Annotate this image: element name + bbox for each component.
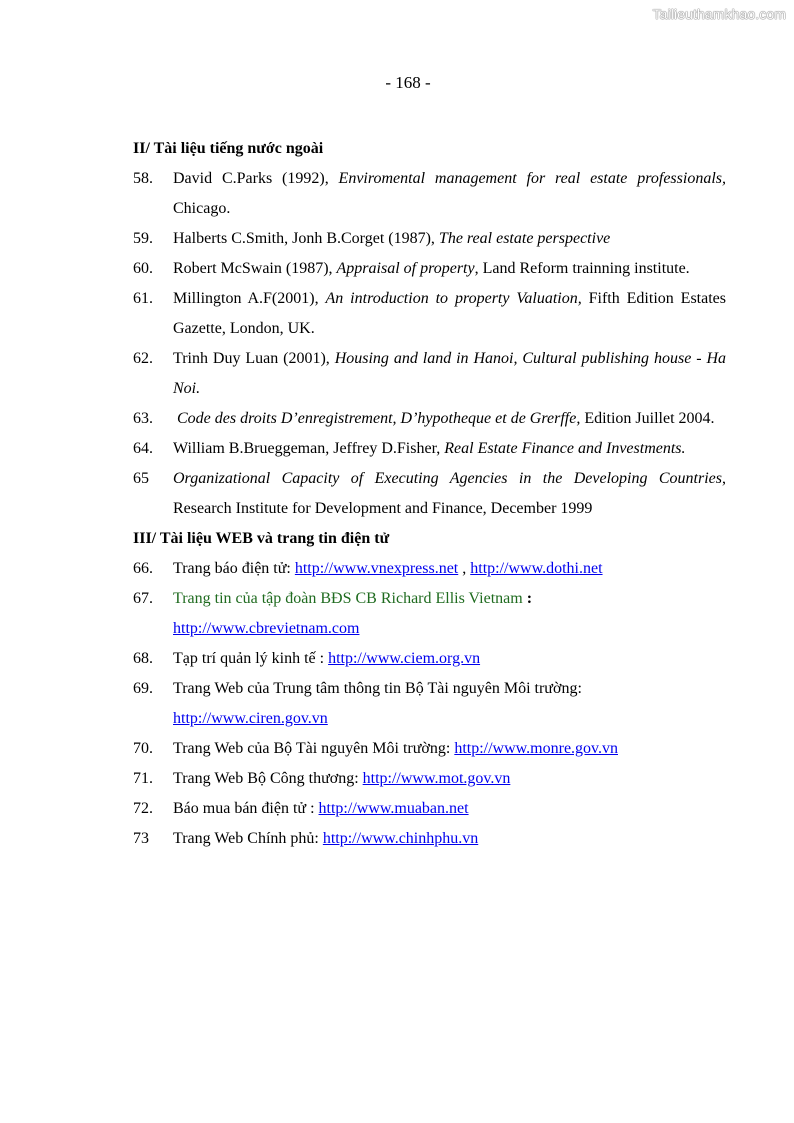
item-text <box>173 644 726 674</box>
item-text <box>173 254 726 284</box>
item-text <box>173 794 726 824</box>
item-label: Trang báo điện tử: <box>173 560 295 577</box>
reference-item-61 <box>133 284 726 344</box>
item-number: 63. <box>133 410 153 427</box>
item-label: Tạp trí quản lý kinh tế : <box>173 650 329 667</box>
item-number: 70. <box>133 740 153 757</box>
item-number: 68. <box>133 650 153 667</box>
section-heading-web: III/ Tài liệu WEB và trang tin điện tử <box>133 530 390 547</box>
monre-link[interactable]: http://www.monre.gov.vn <box>454 740 618 757</box>
item-text <box>173 734 726 764</box>
item-title: Real Estate Finance and Investments. <box>444 440 686 457</box>
item-number: 60. <box>133 260 153 277</box>
item-details: Fifth Edition Estates Gazette, London, UK. <box>173 290 726 337</box>
item-number: 72. <box>133 800 153 817</box>
item-number: 58. <box>133 170 153 187</box>
reference-item-70 <box>133 734 726 764</box>
chinhphu-link[interactable]: http://www.chinhphu.vn <box>322 830 479 847</box>
item-author: William B.Brueggeman, Jeffrey D.Fisher, <box>173 440 445 457</box>
item-number: 66. <box>133 560 153 577</box>
vnexpress-link[interactable]: http://www.vnexpress.net <box>294 560 459 577</box>
item-number: 59. <box>133 230 153 247</box>
reference-item-71 <box>133 764 726 794</box>
reference-item-65 <box>133 464 726 524</box>
item-number: 69. <box>133 680 153 697</box>
reference-item-63 <box>133 404 726 434</box>
item-author: Millington A.F(2001), <box>173 290 326 307</box>
item-details: , Research Institute for Development and Finance, December 1999 <box>173 470 726 517</box>
item-text <box>173 434 726 464</box>
item-title: An introduction to property Valuation, <box>325 290 582 307</box>
reference-item-60 <box>133 254 726 284</box>
item-title: Enviromental management for real estate professionals, <box>338 170 726 187</box>
item-title: The real estate perspective <box>438 230 611 247</box>
item-text <box>173 554 726 584</box>
reference-item-73 <box>133 824 726 854</box>
item-details: Chicago. <box>173 200 231 217</box>
item-text <box>173 164 726 224</box>
watermark: Tailieuthamkhao.com <box>652 6 786 22</box>
item-colon: : <box>522 590 533 607</box>
reference-item-67 <box>133 584 726 644</box>
page-number: - 168 - <box>385 73 431 92</box>
item-text <box>173 344 726 404</box>
item-text <box>173 404 726 434</box>
reference-list <box>133 134 726 854</box>
muaban-link[interactable]: http://www.muaban.net <box>318 800 469 817</box>
item-details: , Land Reform trainning institute. <box>474 260 690 277</box>
item-number: 65 <box>133 470 149 487</box>
item-label: Trang Web Bộ Công thương: <box>173 770 363 787</box>
item-text <box>173 674 726 734</box>
reference-item-69 <box>133 674 726 734</box>
ciren-link[interactable]: http://www.ciren.gov.vn <box>173 710 328 727</box>
item-number: 62. <box>133 350 153 367</box>
item-text <box>173 224 726 254</box>
cbrevietnam-link[interactable]: http://www.cbrevietnam.com <box>173 620 360 637</box>
item-text <box>173 824 726 854</box>
section-heading-foreign: II/ Tài liệu tiếng nước ngoài <box>133 140 324 157</box>
link-separator: , <box>458 560 471 577</box>
item-number: 64. <box>133 440 153 457</box>
item-number: 61. <box>133 290 153 307</box>
reference-item-64 <box>133 434 726 464</box>
item-text <box>173 284 726 344</box>
item-label: Trang Web của Bộ Tài nguyên Môi trường: <box>173 740 455 757</box>
item-author: David C.Parks (1992), <box>173 170 339 187</box>
item-number: 73 <box>133 830 149 847</box>
item-text <box>173 764 726 794</box>
item-details: Edition Juillet 2004. <box>580 410 715 427</box>
reference-item-68 <box>133 644 726 674</box>
item-title: Appraisal of property <box>336 260 475 277</box>
item-label: Báo mua bán điện tử : <box>173 800 319 817</box>
item-text <box>173 584 726 644</box>
reference-item-59 <box>133 224 726 254</box>
item-number: 67. <box>133 590 153 607</box>
dothi-link[interactable]: http://www.dothi.net <box>470 560 603 577</box>
reference-item-58 <box>133 164 726 224</box>
mot-link[interactable]: http://www.mot.gov.vn <box>362 770 511 787</box>
item-title: Code des droits D’enregistrement, D’hypotheque et de Grerffe, <box>177 410 581 427</box>
reference-item-62 <box>133 344 726 404</box>
item-title: Organizational Capacity of Executing Agencies in the Developing Countries <box>173 470 722 487</box>
item-label: Trang Web Chính phủ: <box>173 830 323 847</box>
item-title: Housing and land in Hanoi, Cultural publishing house - Ha Noi. <box>173 350 726 397</box>
item-label: Trang Web của Trung tâm thông tin Bộ Tài nguyên Môi trường: <box>173 680 582 697</box>
reference-item-66 <box>133 554 726 584</box>
item-number: 71. <box>133 770 153 787</box>
reference-item-72 <box>133 794 726 824</box>
item-text <box>173 464 726 524</box>
item-author: Trinh Duy Luan (2001), <box>173 350 335 367</box>
ciem-link[interactable]: http://www.ciem.org.vn <box>328 650 481 667</box>
item-author: Halberts C.Smith, Jonh B.Corget (1987), <box>173 230 439 247</box>
item-author: Robert McSwain (1987), <box>173 260 337 277</box>
item-label: Trang tin của tập đoàn BĐS CB Richard Ellis Vietnam <box>173 590 523 607</box>
